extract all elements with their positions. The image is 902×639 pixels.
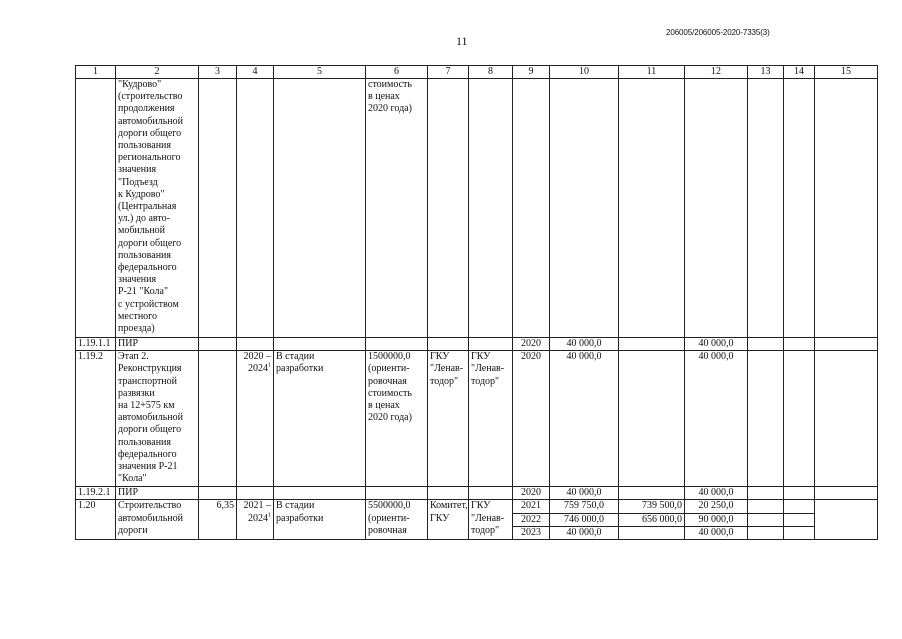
cell-length: 6,35	[199, 500, 237, 540]
cell-contractor: ГКУ "Ленав- тодор"	[469, 351, 513, 487]
table-row	[76, 79, 878, 338]
table-row	[76, 487, 878, 500]
col-header: 12	[685, 66, 748, 79]
cell-customer: ГКУ "Ленав- тодор"	[428, 351, 469, 487]
cell-number: 1.19.2.1	[76, 487, 116, 500]
budget-table	[75, 65, 878, 540]
cell-cost: 5500000,0 (ориенти- ровочная	[366, 500, 428, 540]
cell-col11: 656 000,0	[619, 513, 685, 526]
cell-col12: 40 000,0	[685, 351, 748, 487]
cell-name: "Кудрово" (строительство продолжения автомобильной дороги общего пользования регионального значения "Подъезд к Кудрово" (Центральная ул.) до авто- мобильной дороги общего пользования федерального значения Р-21 "Кола" с устройством местного проезда)	[116, 79, 199, 338]
cell-year: 2022	[513, 513, 550, 526]
col-header: 14	[784, 66, 815, 79]
cell-total: 40 000,0	[550, 526, 619, 539]
cell-name: ПИР	[116, 487, 199, 500]
col-header: 2	[116, 66, 199, 79]
col-header: 13	[748, 66, 784, 79]
cell-col12: 40 000,0	[685, 338, 748, 351]
cell-year: 2020	[513, 351, 550, 487]
col-header: 9	[513, 66, 550, 79]
cell-name: Этап 2. Реконструкция транспортной развязки на 12+575 км автомобильной дороги общего пользования федерального значения Р-21 "Кола"	[116, 351, 199, 487]
col-header: 3	[199, 66, 237, 79]
cell-period: 2021 – 2024$^1$	[237, 500, 274, 540]
cell-number: 1.20	[76, 500, 116, 540]
cell-col12: 20 250,0	[685, 500, 748, 513]
col-header: 7	[428, 66, 469, 79]
column-number-row	[76, 66, 878, 79]
col-header: 4	[237, 66, 274, 79]
col-header: 1	[76, 66, 116, 79]
cell-number: 1.19.2	[76, 351, 116, 487]
col-header: 6	[366, 66, 428, 79]
cell-contractor: ГКУ "Ленав- тодор"	[469, 500, 513, 540]
cell-col12: 40 000,0	[685, 526, 748, 539]
table-row	[76, 351, 878, 487]
col-header: 5	[274, 66, 366, 79]
cell-col11	[619, 526, 685, 539]
cell-col12: 40 000,0	[685, 487, 748, 500]
col-header: 11	[619, 66, 685, 79]
cell-customer: Комитет, ГКУ	[428, 500, 469, 540]
cell-year: 2020	[513, 487, 550, 500]
cell-cost: 1500000,0 (ориенти- ровочная стоимость в ценах 2020 года)	[366, 351, 428, 487]
col-header: 10	[550, 66, 619, 79]
cell-total: 746 000,0	[550, 513, 619, 526]
cell-col11: 739 500,0	[619, 500, 685, 513]
cell-total: 40 000,0	[550, 338, 619, 351]
document-id: 206005/206005-2020-7335(3)	[666, 28, 770, 37]
table-row	[76, 500, 878, 513]
cell-name: Строительство автомобильной дороги	[116, 500, 199, 540]
cell-total: 759 750,0	[550, 500, 619, 513]
col-header: 8	[469, 66, 513, 79]
cell-name: ПИР	[116, 338, 199, 351]
cell-total: 40 000,0	[550, 487, 619, 500]
table-row	[76, 338, 878, 351]
cell-cost: стоимость в ценах 2020 года)	[366, 79, 428, 338]
cell-period: 2020 – 2024$^1$	[237, 351, 274, 487]
cell-stage: В стадии разработки	[274, 500, 366, 540]
cell-number: 1.19.1.1	[76, 338, 116, 351]
cell-year: 2020	[513, 338, 550, 351]
cell-total: 40 000,0	[550, 351, 619, 487]
col-header: 15	[815, 66, 878, 79]
cell-year: 2021	[513, 500, 550, 513]
cell-stage: В стадии разработки	[274, 351, 366, 487]
cell-year: 2023	[513, 526, 550, 539]
page-number: 11	[456, 34, 468, 48]
cell-col12: 90 000,0	[685, 513, 748, 526]
